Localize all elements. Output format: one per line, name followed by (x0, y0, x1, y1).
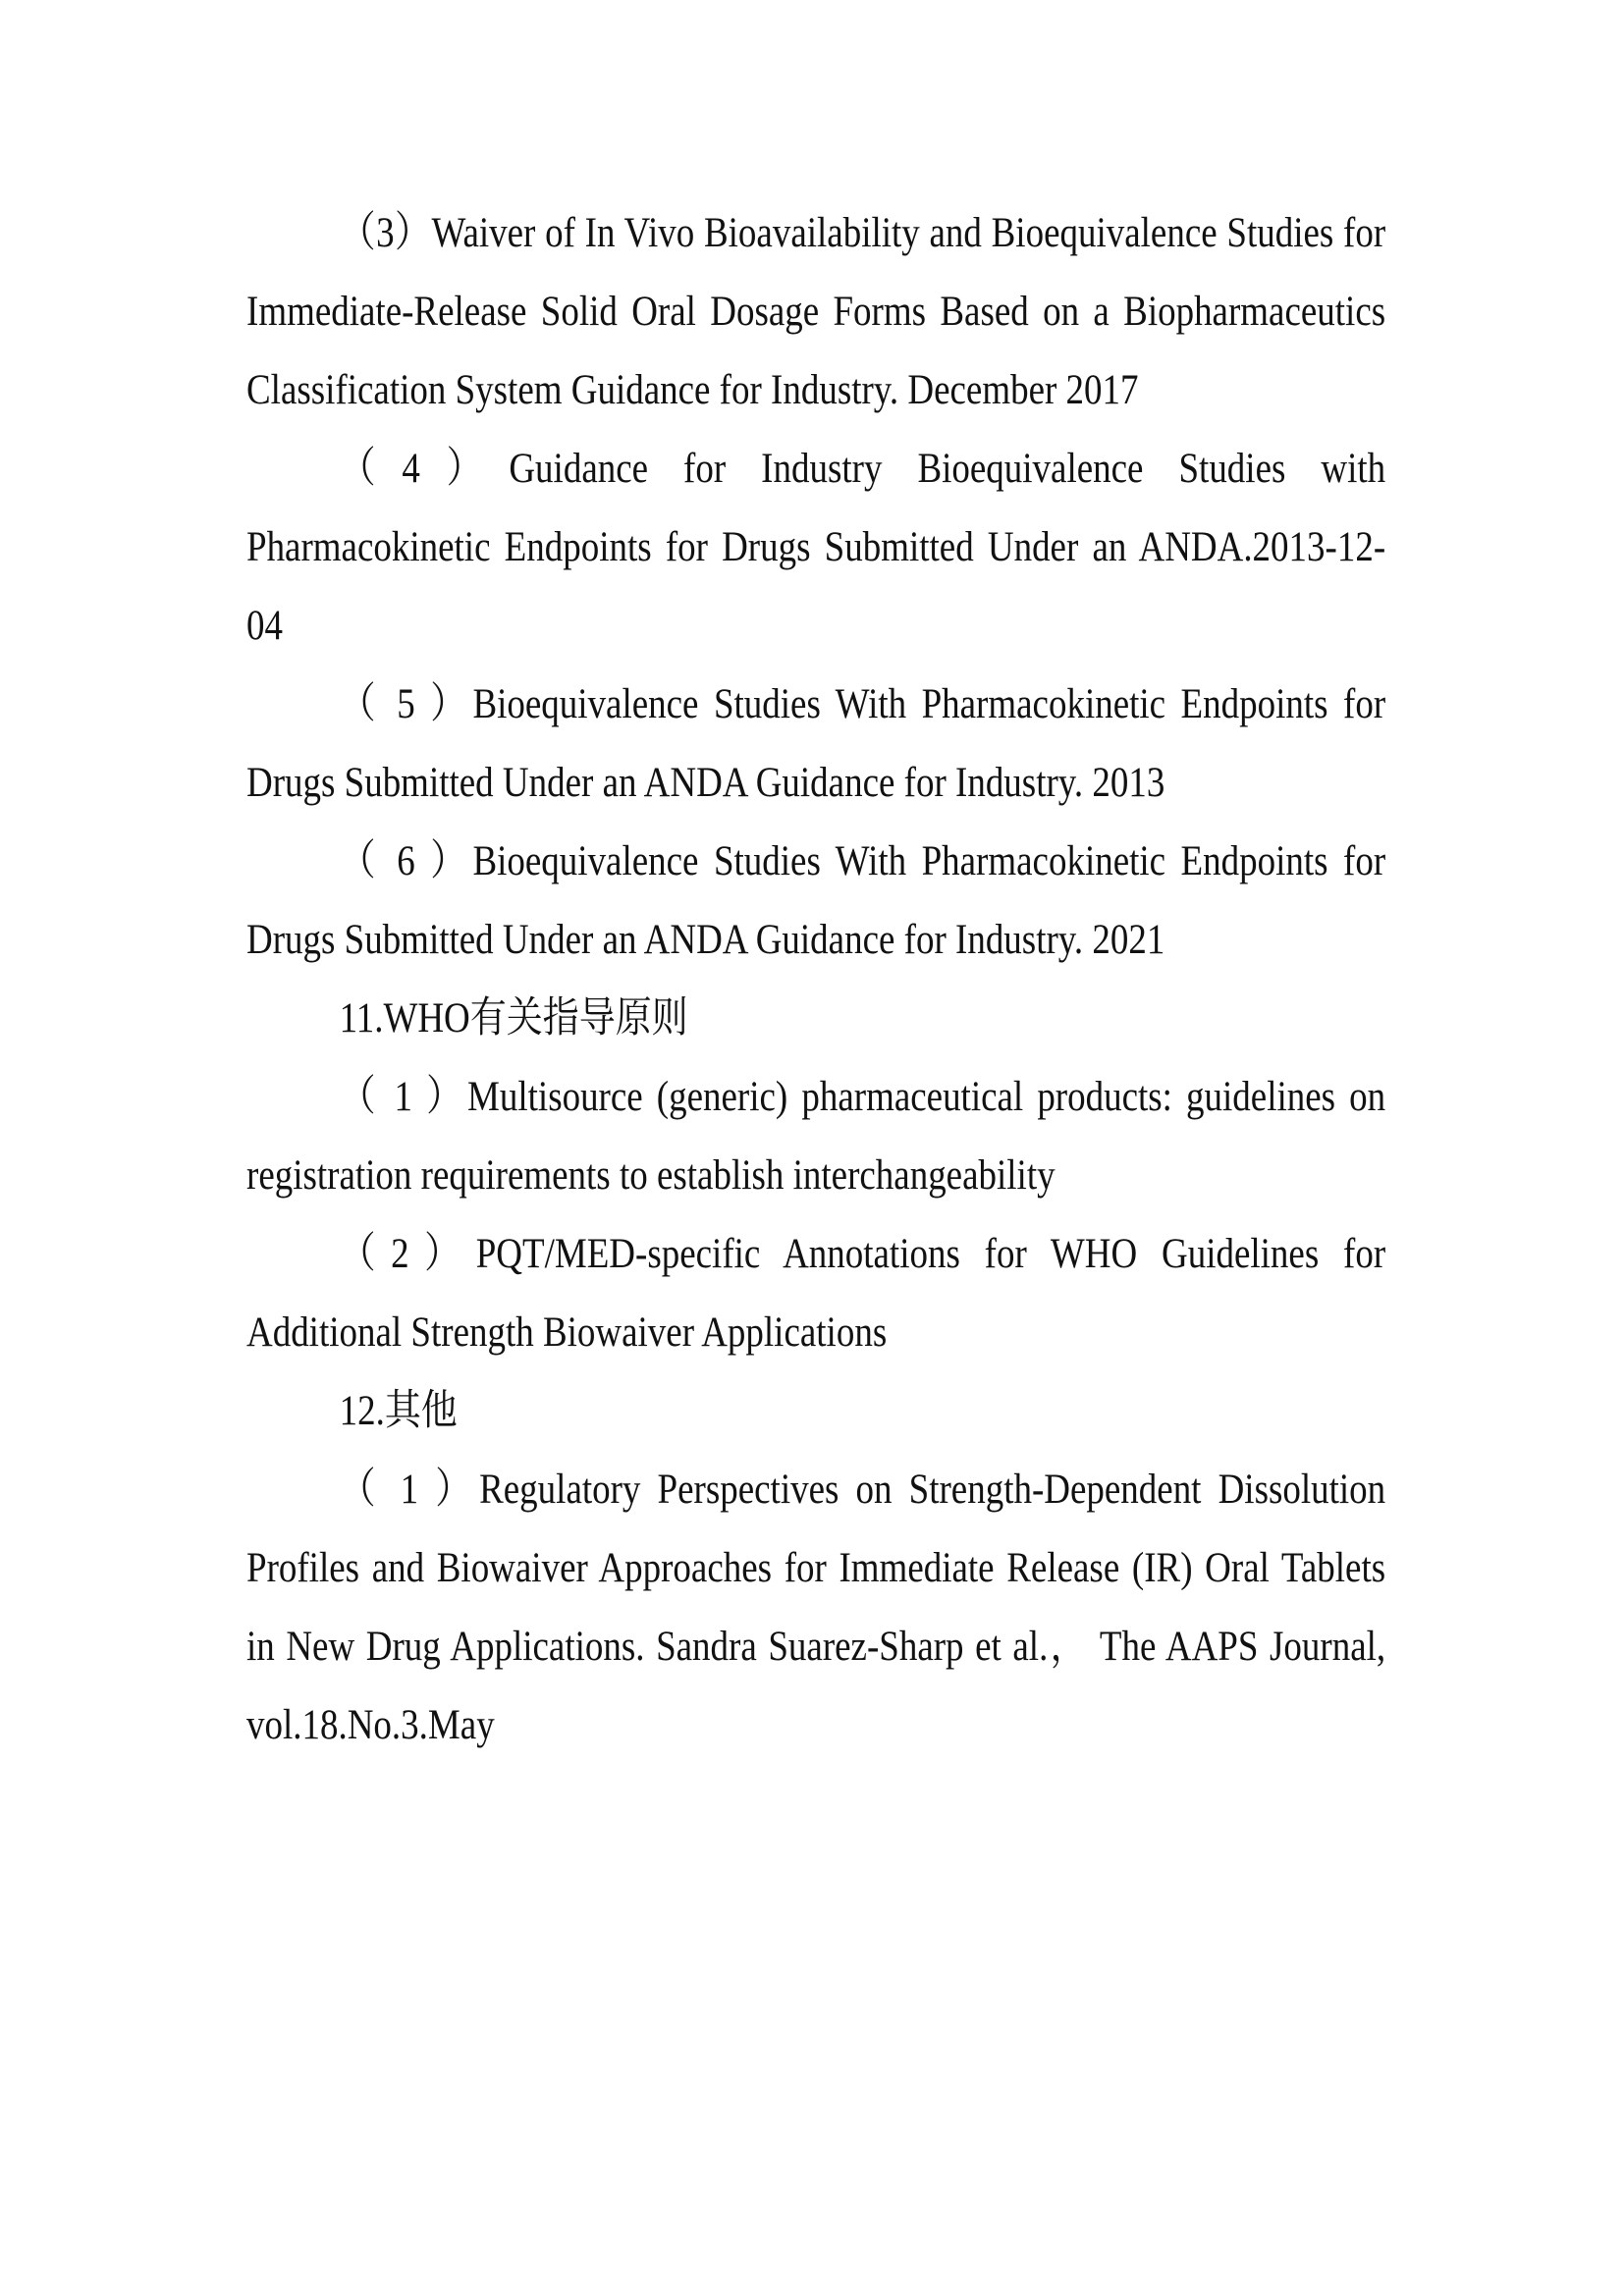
section-heading-other: 12.其他 (339, 1388, 458, 1434)
item-number: （ 5 ） (339, 681, 473, 727)
item-text: Bioequivalence Studies With Pharmacokinetic Endpoints for Drugs Submitted Under an ANDA Guidance for Industry. 2021 (246, 838, 1386, 963)
item-number: （ 1 ） (339, 1467, 480, 1513)
item-text: Guidance for Industry Bioequivalence Studies with Pharmacokinetic Endpoints for Drugs Submitted Under an ANDA.2013-12-04 (246, 446, 1386, 649)
who-item-1 (246, 1058, 1385, 1215)
item-number: （ 6 ） (339, 838, 473, 884)
reference-item-3 (246, 194, 1385, 430)
document-page (246, 194, 1385, 1765)
reference-item-5 (246, 666, 1385, 823)
who-item-2 (246, 1215, 1385, 1372)
item-number: （3） (339, 210, 432, 256)
item-text: Multisource (generic) pharmaceutical products: guidelines on registration requirements to establish interchangeability (246, 1074, 1386, 1199)
reference-item-4 (246, 430, 1385, 666)
reference-item-6 (246, 823, 1385, 980)
item-text: Regulatory Perspectives on Strength-Dependent Dissolution Profiles and Biowaiver Approaches for Immediate Release (IR) Oral Tablets in New Drug Applications. Sandra Suarez-Sharp et al.， The AAPS Journal, vol.18.No.3.May (246, 1467, 1386, 1748)
item-text: Bioequivalence Studies With Pharmacokinetic Endpoints for Drugs Submitted Under an ANDA Guidance for Industry. 2013 (246, 681, 1386, 806)
item-text: Waiver of In Vivo Bioavailability and Bioequivalence Studies for Immediate-Release Solid Oral Dosage Forms Based on a Biopharmaceutics Classification System Guidance for Industry. December 2017 (246, 210, 1386, 413)
item-text: PQT/MED-specific Annotations for WHO Guidelines for Additional Strength Biowaiver Applications (246, 1231, 1386, 1356)
section-heading-who: 11.WHO有关指导原则 (339, 995, 688, 1041)
item-number: （ 1 ） (339, 1074, 467, 1120)
item-number: （4） (339, 446, 510, 492)
other-item-1 (246, 1451, 1385, 1765)
item-number: （2） (339, 1231, 476, 1277)
